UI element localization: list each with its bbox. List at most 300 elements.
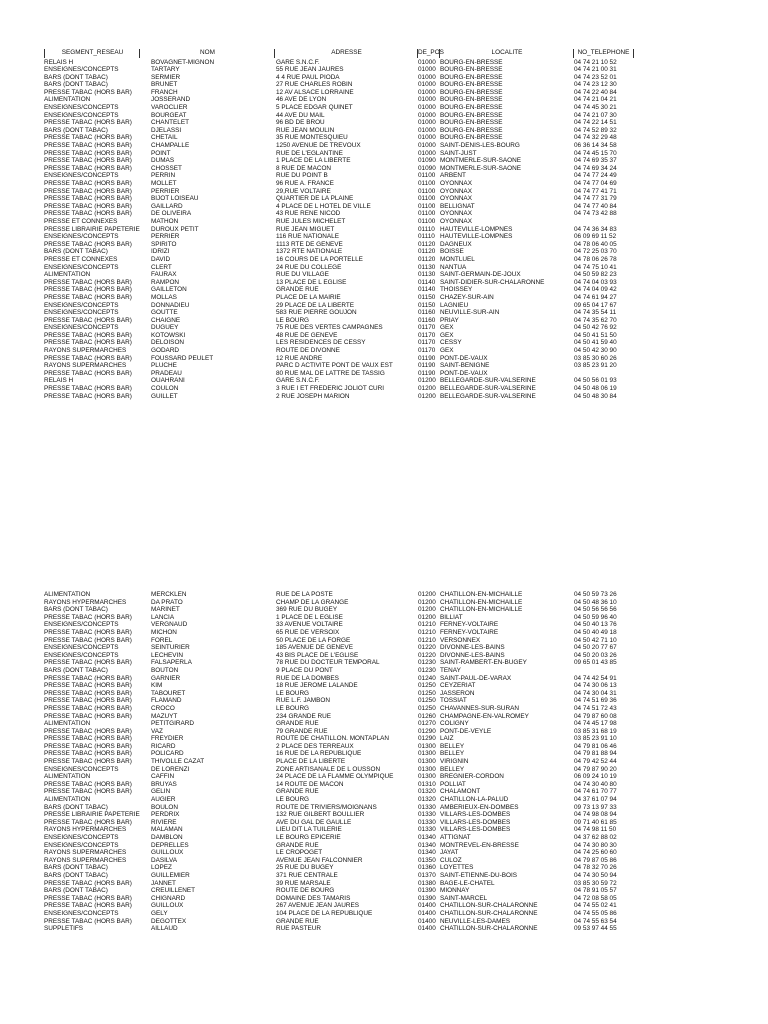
cell-localite: SAINT-PAUL-DE-VARAX (440, 674, 512, 682)
cell-segment: ENSEIGNES/CONCEPTS (44, 621, 119, 629)
cell-adresse: 33 AVENUE VOLTAIRE (276, 621, 343, 629)
cell-localite: ARBENT (440, 172, 466, 180)
cell-localite: CHATILLON-SUR-CHALARONNE (440, 909, 538, 917)
cell-nom: OUAHRANI (151, 377, 185, 385)
cell-segment: PRESSE TABAC (HORS BAR) (44, 659, 132, 667)
cell-adresse: 13 PLACE DE L EGLISE (276, 278, 347, 286)
cell-telephone: 03 85 30 60 26 (574, 354, 617, 362)
cell-segment: BARS (DONT TABAC) (44, 606, 108, 614)
cell-nom: SPIRITO (151, 240, 177, 248)
cell-code-postal: 01240 (418, 674, 436, 682)
cell-nom: LECHEVIN (151, 651, 183, 659)
cell-code-postal: 01000 (418, 119, 436, 127)
cell-localite: MONTMERLE-SUR-SAONE (440, 157, 521, 165)
cell-code-postal: 01100 (418, 202, 436, 210)
cell-localite: NANTUA (440, 263, 467, 271)
cell-localite: BELLEGARDE-SUR-VALSERINE (440, 385, 536, 393)
cell-telephone: 04 74 52 89 32 (574, 126, 617, 134)
cell-nom: MALAMAN (151, 826, 183, 834)
cell-telephone: 04 74 30 04 31 (574, 689, 617, 697)
cell-adresse: 44 AVE DU MAIL (276, 111, 325, 119)
cell-localite: TOSSIAT (440, 697, 467, 705)
cell-segment: PRESSE TABAC (HORS BAR) (44, 354, 132, 362)
cell-adresse: 3 RUE I ET FREDERIC JOLIOT CURI (276, 385, 385, 393)
cell-segment: PRESSE TABAC (HORS BAR) (44, 780, 132, 788)
cell-code-postal: 01250 (418, 682, 436, 690)
cell-adresse: LE BOURG (276, 689, 310, 697)
cell-localite: CHAMPAGNE-EN-VALROMEY (440, 712, 529, 720)
cell-code-postal: 01000 (418, 73, 436, 81)
cell-localite: BOURG-EN-BRESSE (440, 104, 503, 112)
cell-adresse: 96 BD DE BROU (276, 119, 325, 127)
cell-telephone: 04 74 30 40 80 (574, 780, 617, 788)
cell-adresse: RUE DU VILLAGE (276, 271, 329, 279)
cell-nom: GOUTTE (151, 309, 178, 317)
cell-segment: PRESSE TABAC (HORS BAR) (44, 385, 132, 393)
cell-segment: BARS (DONT TABAC) (44, 126, 108, 134)
cell-adresse: 16 COURS DE LA PORTELLE (276, 255, 363, 263)
cell-localite: OYONNAX (440, 187, 472, 195)
cell-adresse: 48 RUE DE GENEVE (276, 331, 338, 339)
cell-telephone: 04 74 55 02 41 (574, 902, 617, 910)
cell-telephone: 04 74 61 70 77 (574, 788, 617, 796)
cell-telephone: 04 74 04 03 93 (574, 278, 617, 286)
cell-localite: TENAY (440, 666, 461, 674)
cell-segment: ALIMENTATION (44, 720, 91, 728)
cell-nom: GUILLOUX (151, 849, 184, 857)
cell-adresse: 371 RUE CENTRALE (276, 871, 338, 879)
cell-nom: JANNET (151, 879, 176, 887)
cell-code-postal: 01000 (418, 134, 436, 142)
cell-segment: PRESSE TABAC (HORS BAR) (44, 628, 132, 636)
cell-nom: MOLLET (151, 180, 177, 187)
cell-segment: PRESSE TABAC (HORS BAR) (44, 202, 132, 210)
cell-telephone: 09 53 97 44 55 (574, 925, 617, 933)
cell-code-postal: 01170 (418, 324, 436, 332)
cell-nom: RAMPON (151, 278, 180, 286)
cell-telephone: 04 50 56 56 56 (574, 606, 617, 614)
cell-nom: CHETAIL (151, 134, 178, 142)
cell-localite: SAINT-DIDIER-SUR-CHALARONNE (440, 278, 545, 286)
cell-nom: BOUTON (151, 666, 179, 674)
cell-nom: FAURAX (151, 271, 177, 279)
cell-nom: POLICARD (151, 750, 184, 758)
cell-telephone: 09 65 01 43 85 (574, 659, 617, 667)
cell-telephone: 04 50 42 71 10 (574, 636, 617, 644)
cell-localite: DAGNEUX (440, 240, 472, 248)
cell-adresse: 24 RUE DU COLLEGE (276, 263, 342, 271)
cell-segment: PRESSE TABAC (HORS BAR) (44, 210, 132, 218)
cell-localite: BELLEY (440, 742, 465, 750)
cell-nom: CROCO (151, 704, 175, 712)
cell-localite: BOISSE (440, 248, 464, 256)
cell-segment: ENSEIGNES/CONCEPTS (44, 104, 119, 112)
cell-code-postal: 01200 (418, 606, 436, 614)
cell-segment: PRESSE TABAC (HORS BAR) (44, 195, 132, 203)
cell-adresse: 43 BIS PLACE DE L'EGLISE (276, 651, 359, 659)
cell-localite: JAYAT (440, 849, 459, 857)
cell-telephone: 04 72 25 03 70 (574, 248, 617, 256)
cell-adresse: 9 PLACE DU PONT (276, 666, 333, 674)
cell-nom: THIVOLLE CAZAT (151, 758, 205, 766)
cell-segment: PRESSE ET CONNEXES (44, 217, 118, 225)
cell-adresse: 104 PLACE DE LA REPUBLIQUE (276, 909, 373, 917)
cell-localite: PRIAY (440, 316, 459, 324)
cell-localite: SAINT-BENIGNE (440, 362, 490, 370)
cell-adresse: 29,RUE VOLTAIRE (276, 187, 331, 195)
header-segment-reseau: SEGMENT_RESEAU (44, 49, 140, 58)
cell-nom: CHOSSET (151, 164, 182, 172)
cell-localite: CHATILLON-EN-MICHAILLE (440, 598, 523, 606)
cell-code-postal: 01170 (418, 331, 436, 339)
cell-adresse: 16 RUE DE LA REPUBLIQUE (276, 750, 362, 758)
cell-nom: GELY (151, 909, 168, 917)
cell-telephone: 04 74 77 40 84 (574, 202, 617, 210)
cell-adresse: 267 AVENUE JEAN JAURES (276, 902, 359, 910)
cell-code-postal: 01320 (418, 788, 436, 796)
cell-adresse: 1372 RTE NATIONALE (276, 248, 343, 256)
cell-telephone: 04 79 81 06 46 (574, 742, 617, 750)
cell-code-postal: 01170 (418, 339, 436, 347)
cell-localite: CEYZERIAT (440, 682, 476, 690)
cell-code-postal: 01000 (418, 58, 436, 66)
cell-code-postal: 01340 (418, 834, 436, 841)
cell-segment: PRESSE TABAC (HORS BAR) (44, 902, 132, 910)
cell-telephone: 04 74 04 09 42 (574, 286, 617, 294)
cell-localite: SAINT-JUST (440, 149, 477, 157)
cell-adresse: 116 RUE NATIONALE (276, 233, 339, 241)
cell-telephone: 03 85 23 91 20 (574, 362, 617, 370)
cell-telephone: 04 74 98 08 94 (574, 811, 617, 819)
cell-telephone: 09 65 04 17 67 (574, 301, 617, 309)
cell-telephone: 04 74 77 31 79 (574, 195, 617, 203)
cell-adresse: 14 ROUTE DE MACON (276, 780, 344, 788)
cell-adresse: LE BOURG (276, 316, 310, 324)
cell-telephone: 04 74 51 72 43 (574, 704, 617, 712)
cell-adresse: LE BOURG EPICERIE (276, 834, 341, 841)
cell-adresse: 583 RUE PIERRE GOUJON (276, 309, 357, 317)
cell-telephone: 04 74 45 30 21 (574, 104, 617, 112)
cell-code-postal: 01210 (418, 636, 436, 644)
cell-adresse: 12 AV ALSACE LORRAINE (276, 88, 354, 96)
cell-telephone: 04 74 23 12 30 (574, 81, 617, 89)
cell-code-postal: 01140 (418, 286, 436, 294)
cell-nom: BRUNET (151, 81, 178, 89)
cell-code-postal: 01310 (418, 780, 436, 788)
cell-localite: BOURG-EN-BRESSE (440, 66, 503, 74)
cell-code-postal: 01330 (418, 811, 436, 819)
cell-segment: ENSEIGNES/CONCEPTS (44, 301, 119, 309)
cell-segment: PRESSE TABAC (HORS BAR) (44, 735, 132, 743)
cell-adresse: LE CROPOGET (276, 849, 323, 857)
cell-adresse: ROUTE DE TRIVIERS/MOIGNANS (276, 803, 377, 811)
cell-segment: RELAIS H (44, 377, 74, 385)
cell-localite: BOURG-EN-BRESSE (440, 73, 503, 81)
cell-nom: DASILVA (151, 856, 178, 864)
cell-localite: VERSONNEX (440, 636, 481, 644)
cell-code-postal: 01400 (418, 917, 436, 925)
cell-code-postal: 01340 (418, 849, 436, 857)
cell-code-postal: 01120 (418, 248, 436, 256)
cell-nom: PERDRIX (151, 811, 180, 819)
cell-code-postal: 01270 (418, 720, 436, 728)
cell-telephone: 03 85 30 59 72 (574, 879, 617, 887)
cell-telephone: 04 50 48 06 19 (574, 385, 617, 393)
cell-localite: CHATILLON-SUR-CHALARONNE (440, 925, 538, 933)
cell-localite: VILLARS-LES-DOMBES (440, 811, 511, 819)
cell-telephone: 04 74 21 10 52 (574, 58, 617, 66)
cell-adresse: RUE JULES MICHELET (276, 217, 346, 225)
cell-localite: VILLARS-LES-DOMBES (440, 826, 511, 834)
cell-segment: ALIMENTATION (44, 271, 91, 279)
cell-telephone: 04 74 77 24 49 (574, 172, 617, 180)
cell-localite: CHATILLON-EN-MICHAILLE (440, 591, 523, 598)
cell-localite: FERNEY-VOLTAIRE (440, 621, 499, 629)
cell-segment: BARS (DONT TABAC) (44, 871, 108, 879)
cell-segment: PRESSE TABAC (HORS BAR) (44, 142, 132, 150)
cell-localite: MONTMERLE-SUR-SAONE (440, 164, 521, 172)
cell-telephone: 04 74 25 60 60 (574, 849, 617, 857)
cell-adresse: 2 RUE JOSEPH MARION (276, 392, 350, 400)
cell-localite: SAINT-ETIENNE-DU-BOIS (440, 871, 518, 879)
cell-nom: FALSAPERLA (151, 659, 192, 667)
cell-adresse: 5 PLACE EDGAR QUINET (276, 104, 353, 112)
cell-segment: PRESSE TABAC (HORS BAR) (44, 392, 132, 400)
cell-nom: VERGNAUD (151, 621, 188, 629)
cell-adresse: ROUTE DE DIVONNE (276, 347, 340, 355)
cell-telephone: 04 50 20 77 67 (574, 644, 617, 652)
cell-nom: BOULON (151, 803, 178, 811)
cell-segment: PRESSE TABAC (HORS BAR) (44, 704, 132, 712)
cell-code-postal: 01000 (418, 111, 436, 119)
cell-segment: PRESSE TABAC (HORS BAR) (44, 331, 132, 339)
cell-telephone: 04 50 40 49 18 (574, 628, 617, 636)
cell-telephone: 04 79 87 05 86 (574, 856, 617, 864)
cell-localite: SAINT-GERMAIN-DE-JOUX (440, 271, 521, 279)
cell-adresse: RUE L.F. JAMBON (276, 697, 330, 705)
cell-segment: PRESSE TABAC (HORS BAR) (44, 149, 132, 157)
cell-telephone: 06 36 14 34 58 (574, 142, 617, 150)
cell-telephone: 04 50 40 13 76 (574, 621, 617, 629)
cell-telephone: 03 85 31 68 19 (574, 727, 617, 735)
cell-nom: FRANCH (151, 88, 178, 96)
cell-code-postal: 01200 (418, 613, 436, 621)
cell-nom: KOTOWSKI (151, 331, 186, 339)
cell-nom: MATHON (151, 217, 179, 225)
cell-adresse: PLACE DE LA LIBERTE (276, 758, 346, 766)
cell-segment: PRESSE TABAC (HORS BAR) (44, 674, 132, 682)
cell-segment: PRESSE TABAC (HORS BAR) (44, 758, 132, 766)
cell-localite: BELLEGARDE-SUR-VALSERINE (440, 377, 536, 385)
cell-nom: BIJOT LOISEAU (151, 195, 199, 203)
cell-code-postal: 01210 (418, 628, 436, 636)
cell-segment: BARS (DONT TABAC) (44, 81, 108, 89)
cell-localite: GEX (440, 347, 454, 355)
cell-segment: PRESSE TABAC (HORS BAR) (44, 788, 132, 796)
cell-nom: PERRIN (151, 172, 176, 180)
header-localite: LOCALITE (439, 49, 574, 58)
cell-segment: ENSEIGNES/CONCEPTS (44, 644, 119, 652)
cell-localite: SAINT-RAMBERT-EN-BUGEY (440, 659, 527, 667)
cell-nom: FOUSSARD PEULET (151, 354, 214, 362)
cell-localite: SAINT-MARCEL (440, 894, 488, 902)
cell-adresse: 1113 RTE DE GENEVE (276, 240, 343, 248)
cell-localite: DIVONNE-LES-BAINS (440, 644, 505, 652)
cell-segment: PRESSE TABAC (HORS BAR) (44, 88, 132, 96)
cell-code-postal: 01250 (418, 689, 436, 697)
cell-segment: ENSEIGNES/CONCEPTS (44, 324, 119, 332)
cell-telephone: 04 50 42 76 92 (574, 324, 617, 332)
cell-nom: GAILLETON (151, 286, 187, 294)
cell-nom: PERRIER (151, 187, 180, 195)
cell-segment: RAYONS SUPERMARCHES (44, 347, 127, 355)
cell-segment: ENSEIGNES/CONCEPTS (44, 66, 119, 74)
cell-code-postal: 01300 (418, 765, 436, 773)
cell-adresse: RUE DU POINT B (276, 172, 328, 180)
cell-segment: RAYONS SUPERMARCHES (44, 362, 127, 370)
cell-telephone: 04 74 21 04 21 (574, 96, 617, 104)
cell-telephone: 04 37 62 88 02 (574, 834, 617, 841)
cell-adresse: 132 RUE GILBERT BOULLIER (276, 811, 365, 819)
cell-nom: AUGIER (151, 796, 176, 804)
cell-adresse: ZONE ARTISANALE DE L OUSSON (276, 765, 381, 773)
cell-nom: DE LORENZI (151, 765, 190, 773)
cell-adresse: GARE S.N.C.F. (276, 377, 320, 385)
cell-telephone: 04 74 35 54 11 (574, 309, 617, 317)
cell-segment: PRESSE TABAC (HORS BAR) (44, 750, 132, 758)
cell-segment: ENSEIGNES/CONCEPTS (44, 263, 119, 271)
cell-code-postal: 01110 (418, 225, 435, 233)
cell-telephone: 04 74 55 63 54 (574, 917, 617, 925)
cell-nom: RIVIERE (151, 818, 177, 826)
cell-telephone: 04 78 06 40 05 (574, 240, 617, 248)
cell-segment: BARS (DONT TABAC) (44, 803, 108, 811)
cell-telephone: 04 79 87 90 20 (574, 765, 617, 773)
cell-adresse: 8 RUE DE MACON (276, 164, 332, 172)
cell-telephone: 04 74 22 14 51 (574, 119, 617, 127)
cell-segment: RAYONS HYPERMARCHES (44, 598, 127, 606)
cell-telephone: 04 74 32 29 48 (574, 134, 617, 142)
cell-telephone: 04 74 21 00 31 (574, 66, 617, 74)
cell-adresse: 25 RUE DU BUGEY (276, 864, 334, 872)
cell-code-postal: 01330 (418, 818, 436, 826)
cell-adresse: AVENUE JEAN FALCONNIER (276, 856, 363, 864)
cell-telephone: 06 09 69 11 52 (574, 233, 617, 241)
cell-code-postal: 01100 (418, 187, 436, 195)
cell-adresse: RUE JEAN MOULIN (276, 126, 335, 134)
cell-telephone: 04 79 42 52 44 (574, 758, 617, 766)
cell-nom: DUMAS (151, 157, 175, 165)
cell-adresse: CHAMP DE LA GRANGE (276, 598, 349, 606)
cell-code-postal: 01370 (418, 871, 436, 879)
cell-nom: FREYDIER (151, 735, 184, 743)
cell-adresse: 96 RUE A. FRANCE (276, 180, 334, 187)
cell-localite: VIRIGNIN (440, 758, 469, 766)
cell-code-postal: 01100 (418, 172, 436, 180)
cell-localite: BELLIGNAT (440, 202, 475, 210)
cell-nom: PRADEAU (151, 369, 182, 377)
cell-nom: JOSSERAND (151, 96, 191, 104)
cell-adresse: LES RESIDENCES DE CESSY (276, 339, 366, 347)
cell-segment: PRESSE TABAC (HORS BAR) (44, 316, 132, 324)
cell-segment: PRESSE TABAC (HORS BAR) (44, 240, 132, 248)
cell-code-postal: 01200 (418, 377, 436, 385)
header-telephone: NO_TELEPHONE (573, 49, 634, 58)
cell-nom: CHAIGNE (151, 316, 181, 324)
cell-nom: GUILLET (151, 392, 178, 400)
cell-telephone: 04 50 59 96 40 (574, 613, 617, 621)
cell-code-postal: 01220 (418, 644, 436, 652)
cell-localite: PONT-DE-VEYLE (440, 727, 492, 735)
cell-adresse: 78 RUE DU DOCTEUR TEMPORAL (276, 659, 380, 667)
cell-code-postal: 01120 (418, 240, 436, 248)
cell-segment: PRESSE LIBRAIRIE PAPETERIE (44, 225, 140, 233)
cell-nom: TARTARY (151, 66, 180, 74)
cell-localite: SAINT-DENIS-LES-BOURG (440, 142, 520, 150)
cell-adresse: 39 RUE MARSALE (276, 879, 331, 887)
cell-localite: BREGNIER-CORDON (440, 773, 504, 781)
cell-nom: DELOISON (151, 339, 185, 347)
cell-adresse: GRANDE RUE (276, 720, 319, 728)
cell-adresse: PLACE DE LA MAIRIE (276, 293, 341, 301)
cell-segment: ALIMENTATION (44, 773, 91, 781)
cell-segment: PRESSE TABAC (HORS BAR) (44, 180, 132, 187)
cell-adresse: GARE S.N.C.F. (276, 58, 320, 66)
cell-code-postal: 01330 (418, 826, 436, 834)
cell-code-postal: 01400 (418, 925, 436, 933)
cell-code-postal: 01170 (418, 347, 436, 355)
cell-segment: RELAIS H (44, 58, 74, 66)
cell-adresse: 18 RUE JEROME LALANDE (276, 682, 358, 690)
cell-segment: PRESSE TABAC (HORS BAR) (44, 879, 132, 887)
cell-nom: CHAMPALLE (151, 142, 190, 150)
cell-localite: MIONNAY (440, 887, 470, 895)
cell-telephone: 04 74 35 62 70 (574, 316, 617, 324)
cell-segment: RAYONS HYPERMARCHES (44, 826, 127, 834)
cell-segment: ENSEIGNES/CONCEPTS (44, 309, 119, 317)
cell-adresse: GRANDE RUE (276, 841, 319, 849)
cell-nom: MERCKLEN (151, 591, 187, 598)
cell-code-postal: 01090 (418, 164, 436, 172)
cell-segment: ENSEIGNES/CONCEPTS (44, 111, 119, 119)
cell-segment: ALIMENTATION (44, 96, 91, 104)
cell-nom: RICARD (151, 742, 176, 750)
cell-localite: BELLEY (440, 750, 465, 758)
cell-segment: PRESSE TABAC (HORS BAR) (44, 818, 132, 826)
cell-telephone: 04 74 61 94 27 (574, 293, 617, 301)
cell-localite: GEX (440, 331, 454, 339)
cell-code-postal: 01390 (418, 894, 436, 902)
cell-localite: CULOZ (440, 856, 462, 864)
cell-adresse: RUE DE LA POSTE (276, 591, 333, 598)
cell-localite: OYONNAX (440, 180, 472, 187)
cell-code-postal: 01320 (418, 796, 436, 804)
cell-nom: AILLAUD (151, 925, 178, 933)
cell-telephone: 04 74 45 15 70 (574, 149, 617, 157)
cell-adresse: DOMAINE DES TAMARIS (276, 894, 351, 902)
cell-localite: NEUVILLE-LES-DAMES (440, 917, 510, 925)
cell-code-postal: 01380 (418, 879, 436, 887)
cell-nom: COULON (151, 385, 179, 393)
cell-telephone: 04 50 41 59 40 (574, 339, 617, 347)
cell-code-postal: 01120 (418, 255, 436, 263)
cell-segment: ALIMENTATION (44, 796, 91, 804)
cell-code-postal: 01100 (418, 180, 436, 187)
cell-adresse: GRANDE RUE (276, 917, 319, 925)
cell-segment: PRESSE TABAC (HORS BAR) (44, 917, 132, 925)
cell-segment: PRESSE TABAC (HORS BAR) (44, 187, 132, 195)
cell-nom: BOVAGNET-MIGNON (151, 58, 215, 66)
